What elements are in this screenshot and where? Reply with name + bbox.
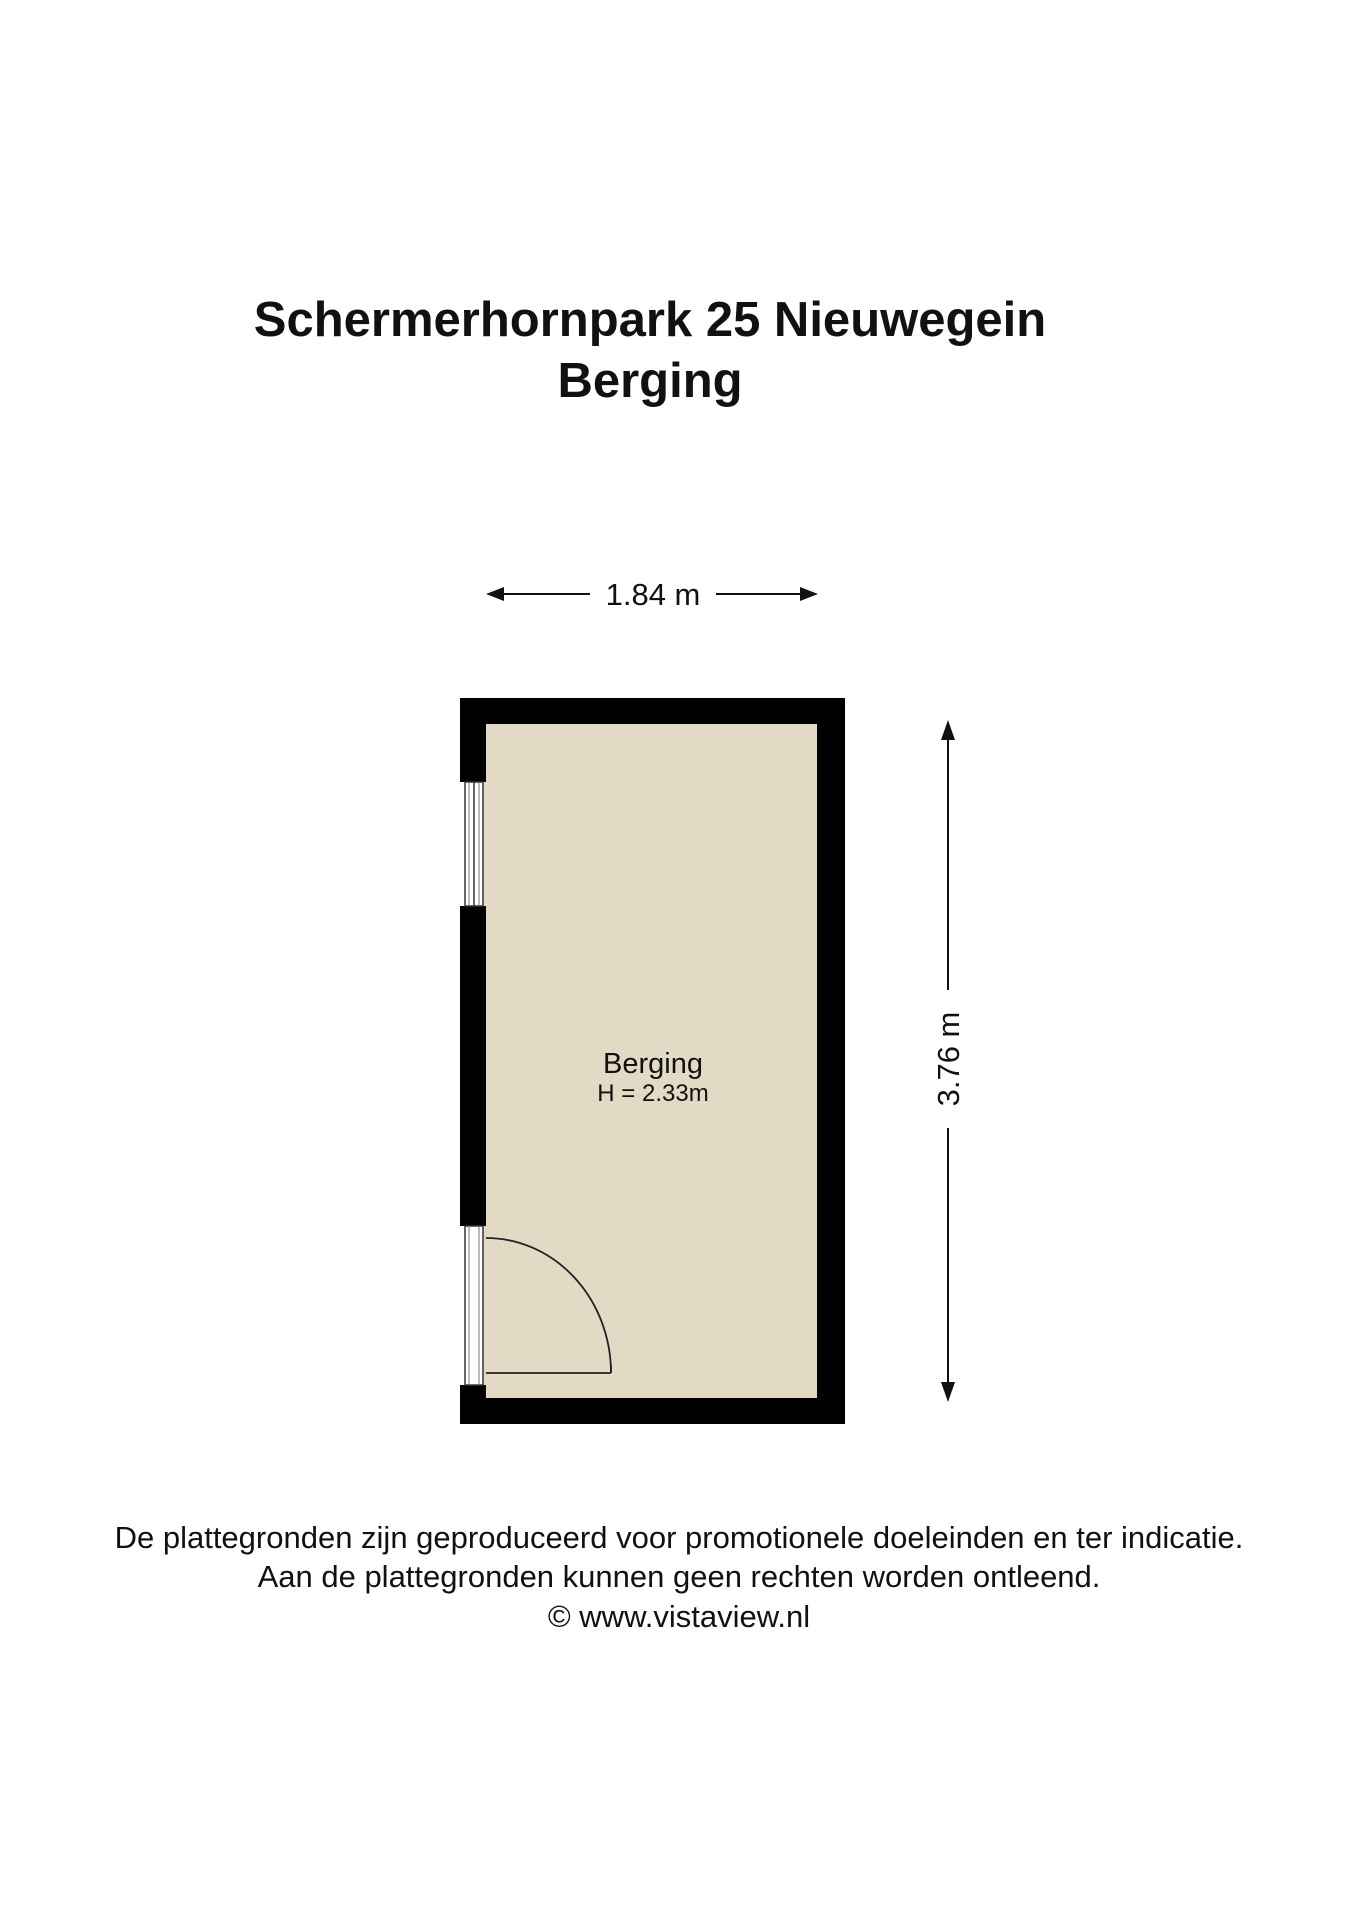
disclaimer-line-2: Aan de plattegronden kunnen geen rechten worden ontleend. bbox=[257, 1559, 1101, 1594]
arrow-down-icon bbox=[941, 1382, 955, 1402]
length-label: 3.76 m bbox=[931, 1011, 966, 1107]
room-height: H = 2.33m bbox=[597, 1080, 709, 1107]
wall-left-middle bbox=[460, 906, 486, 1226]
plan-title: Schermerhornpark 25 Nieuwegein bbox=[253, 293, 1047, 347]
wall-top bbox=[460, 698, 845, 724]
arrow-up-icon bbox=[941, 720, 955, 740]
width-label: 1.84 m bbox=[605, 577, 701, 612]
length-dimension bbox=[931, 720, 966, 1402]
wall-right bbox=[817, 698, 845, 1424]
room-name: Berging bbox=[603, 1048, 703, 1080]
window bbox=[465, 782, 483, 906]
plan-subtitle: Berging bbox=[557, 354, 743, 408]
wall-left-lower bbox=[460, 1385, 486, 1424]
width-dimension bbox=[486, 577, 818, 612]
arrow-right-icon bbox=[800, 587, 818, 601]
arrow-left-icon bbox=[486, 587, 504, 601]
disclaimer-line-1: De plattegronden zijn geproduceerd voor promotionele doeleinden en ter indicatie. bbox=[114, 1520, 1244, 1555]
wall-left-upper bbox=[460, 698, 486, 782]
wall-bottom bbox=[460, 1398, 845, 1424]
copyright-link[interactable]: © www.vistaview.nl bbox=[547, 1599, 811, 1634]
